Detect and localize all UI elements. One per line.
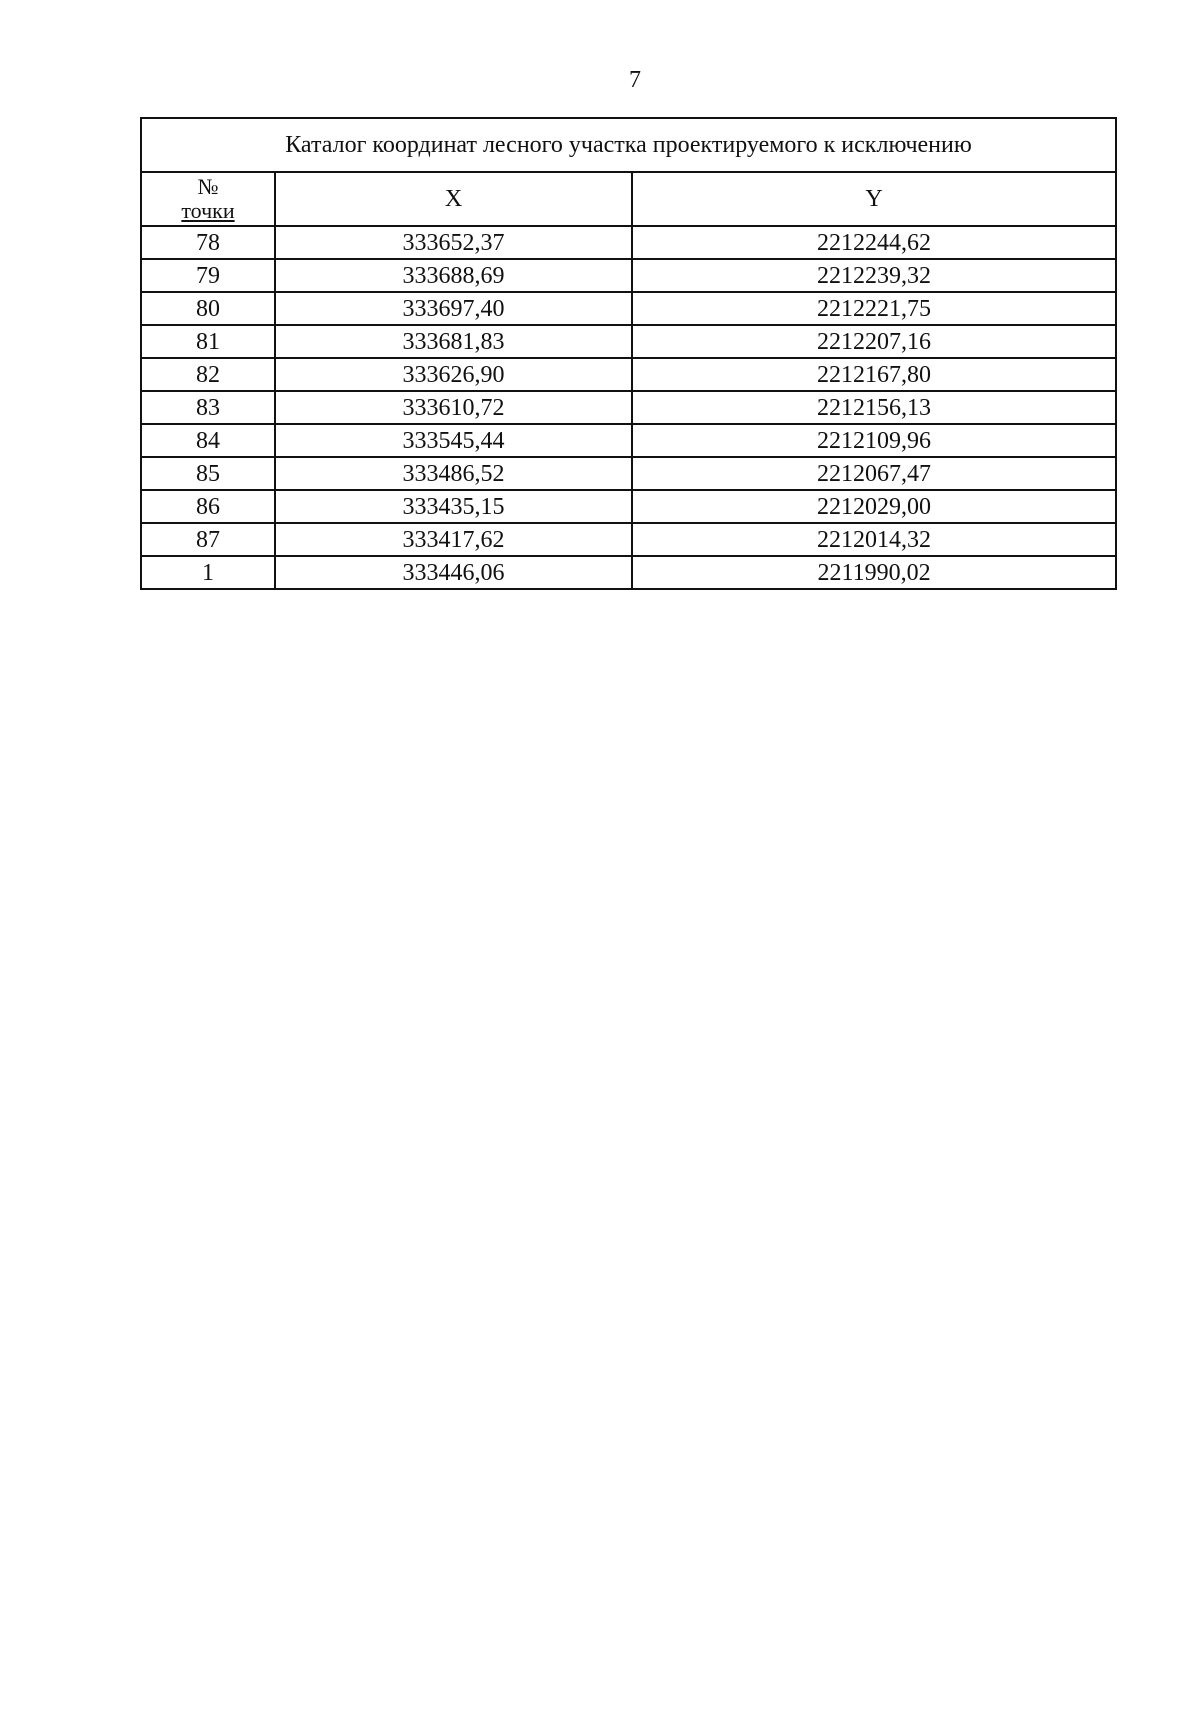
point-number-cell: 80: [141, 292, 275, 325]
point-number-cell: 83: [141, 391, 275, 424]
x-coordinate-cell: 333652,37: [275, 226, 632, 259]
table-row: [141, 457, 1116, 490]
table-row: [141, 556, 1116, 589]
point-number-cell: 84: [141, 424, 275, 457]
y-coordinate-cell: 2212067,47: [632, 457, 1116, 490]
point-number-label: точки: [181, 198, 235, 223]
x-coordinate-cell: 333626,90: [275, 358, 632, 391]
table-row: [141, 523, 1116, 556]
x-coordinate-cell: 333610,72: [275, 391, 632, 424]
table-title: Каталог координат лесного участка проектируемого к исключению: [141, 118, 1116, 172]
column-header-point-number: [141, 172, 275, 226]
point-number-cell: 81: [141, 325, 275, 358]
page-number: 7: [629, 67, 641, 93]
x-coordinate-cell: 333486,52: [275, 457, 632, 490]
point-number-symbol: №: [197, 174, 219, 199]
x-coordinate-cell: 333688,69: [275, 259, 632, 292]
point-number-cell: 1: [141, 556, 275, 589]
point-number-cell: 82: [141, 358, 275, 391]
column-header-y: Y: [632, 172, 1116, 226]
y-coordinate-cell: 2212156,13: [632, 391, 1116, 424]
x-coordinate-cell: 333681,83: [275, 325, 632, 358]
y-coordinate-cell: 2212221,75: [632, 292, 1116, 325]
point-number-cell: 79: [141, 259, 275, 292]
x-coordinate-cell: 333545,44: [275, 424, 632, 457]
x-coordinate-cell: 333446,06: [275, 556, 632, 589]
table-row: [141, 259, 1116, 292]
table-row: [141, 226, 1116, 259]
table-row: [141, 424, 1116, 457]
table-row: [141, 391, 1116, 424]
table-row: [141, 358, 1116, 391]
y-coordinate-cell: 2212244,62: [632, 226, 1116, 259]
y-coordinate-cell: 2212239,32: [632, 259, 1116, 292]
table-row: [141, 325, 1116, 358]
point-number-cell: 87: [141, 523, 275, 556]
coordinate-catalog-table: [140, 117, 1117, 590]
x-coordinate-cell: 333435,15: [275, 490, 632, 523]
table-row: [141, 490, 1116, 523]
y-coordinate-cell: 2212207,16: [632, 325, 1116, 358]
point-number-cell: 78: [141, 226, 275, 259]
point-number-cell: 85: [141, 457, 275, 490]
table-row: [141, 292, 1116, 325]
y-coordinate-cell: 2212109,96: [632, 424, 1116, 457]
y-coordinate-cell: 2212167,80: [632, 358, 1116, 391]
table-header-row: [141, 172, 1116, 226]
point-number-cell: 86: [141, 490, 275, 523]
y-coordinate-cell: 2211990,02: [632, 556, 1116, 589]
column-header-x: X: [275, 172, 632, 226]
x-coordinate-cell: 333697,40: [275, 292, 632, 325]
x-coordinate-cell: 333417,62: [275, 523, 632, 556]
y-coordinate-cell: 2212029,00: [632, 490, 1116, 523]
y-coordinate-cell: 2212014,32: [632, 523, 1116, 556]
